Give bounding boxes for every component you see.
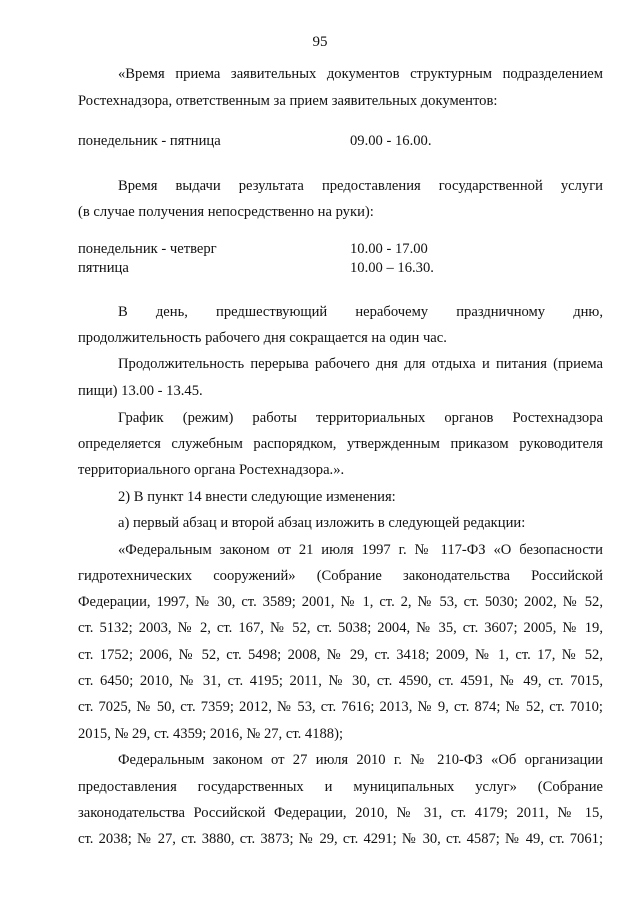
paragraph-line: «Федеральным законом от 21 июля 1997 г. № 117-ФЗ «О безопасности [118, 542, 603, 558]
paragraph-line: определяется служебным распорядком, утвержденным приказом руководителя [78, 436, 603, 452]
paragraph-line: «Время приема заявительных документов структурным подразделением [118, 66, 603, 82]
paragraph-line: 2015, № 29, ст. 4359; 2016, № 27, ст. 4188); [78, 726, 343, 742]
paragraph-line: гидротехнических сооружений» (Собрание законодательства Российской [78, 568, 603, 584]
paragraph-line: продолжительность рабочего дня сокращается на один час. [78, 330, 447, 346]
schedule-day: пятница [78, 260, 129, 276]
paragraph-line: территориального органа Ростехнадзора.». [78, 462, 345, 478]
paragraph-line: Продолжительность перерыва рабочего дня для отдыха и питания (приема [118, 356, 603, 372]
paragraph-line: ст. 7025, № 50, ст. 7359; 2012, № 53, ст. 7616; 2013, № 9, ст. 874; № 52, ст. 7010; [78, 699, 603, 715]
paragraph-line: пищи) 13.00 - 13.45. [78, 383, 203, 399]
paragraph-line: а) первый абзац и второй абзац изложить в следующей редакции: [118, 515, 526, 531]
paragraph-line: ст. 5132; 2003, № 2, ст. 167, № 52, ст. 5038; 2004, № 35, ст. 3607; 2005, № 19, [78, 620, 603, 636]
paragraph-line: 2) В пункт 14 внести следующие изменения: [118, 489, 396, 505]
paragraph-line: Ростехнадзора, ответственным за прием заявительных документов: [78, 93, 498, 109]
paragraph-line: В день, предшествующий нерабочему праздничному дню, [118, 304, 603, 320]
schedule-hours: 10.00 - 17.00 [350, 241, 428, 257]
schedule-day: понедельник - пятница [78, 133, 221, 149]
paragraph-line: ст. 1752; 2006, № 52, ст. 5498; 2008, № 29, ст. 3418; 2009, № 1, ст. 17, № 52, [78, 647, 603, 663]
paragraph-line: законодательства Российской Федерации, 2010, № 31, ст. 4179; 2011, № 15, [78, 805, 603, 821]
paragraph-line: Федеральным законом от 27 июля 2010 г. № 210-ФЗ «Об организации [118, 752, 603, 768]
page-number: 95 [312, 34, 328, 50]
paragraph-line: ст. 2038; № 27, ст. 3880, ст. 3873; № 29, ст. 4291; № 30, ст. 4587; № 49, ст. 7061; [78, 831, 603, 847]
paragraph-line: ст. 6450; 2010, № 31, ст. 4195; 2011, № 30, ст. 4590, ст. 4591, № 49, ст. 7015, [78, 673, 603, 689]
schedule-hours: 09.00 - 16.00. [350, 133, 432, 149]
schedule-hours: 10.00 – 16.30. [350, 260, 434, 276]
paragraph-line: (в случае получения непосредственно на руки): [78, 204, 374, 220]
paragraph-line: График (режим) работы территориальных органов Ростехнадзора [118, 410, 603, 426]
schedule-day: понедельник - четверг [78, 241, 217, 257]
paragraph-line: Время выдачи результата предоставления государственной услуги [118, 178, 603, 194]
paragraph-line: Федерации, 1997, № 30, ст. 3589; 2001, № 1, ст. 2, № 53, ст. 5030; 2002, № 52, [78, 594, 603, 610]
paragraph-line: предоставления государственных и муниципальных услуг» (Собрание [78, 779, 603, 795]
